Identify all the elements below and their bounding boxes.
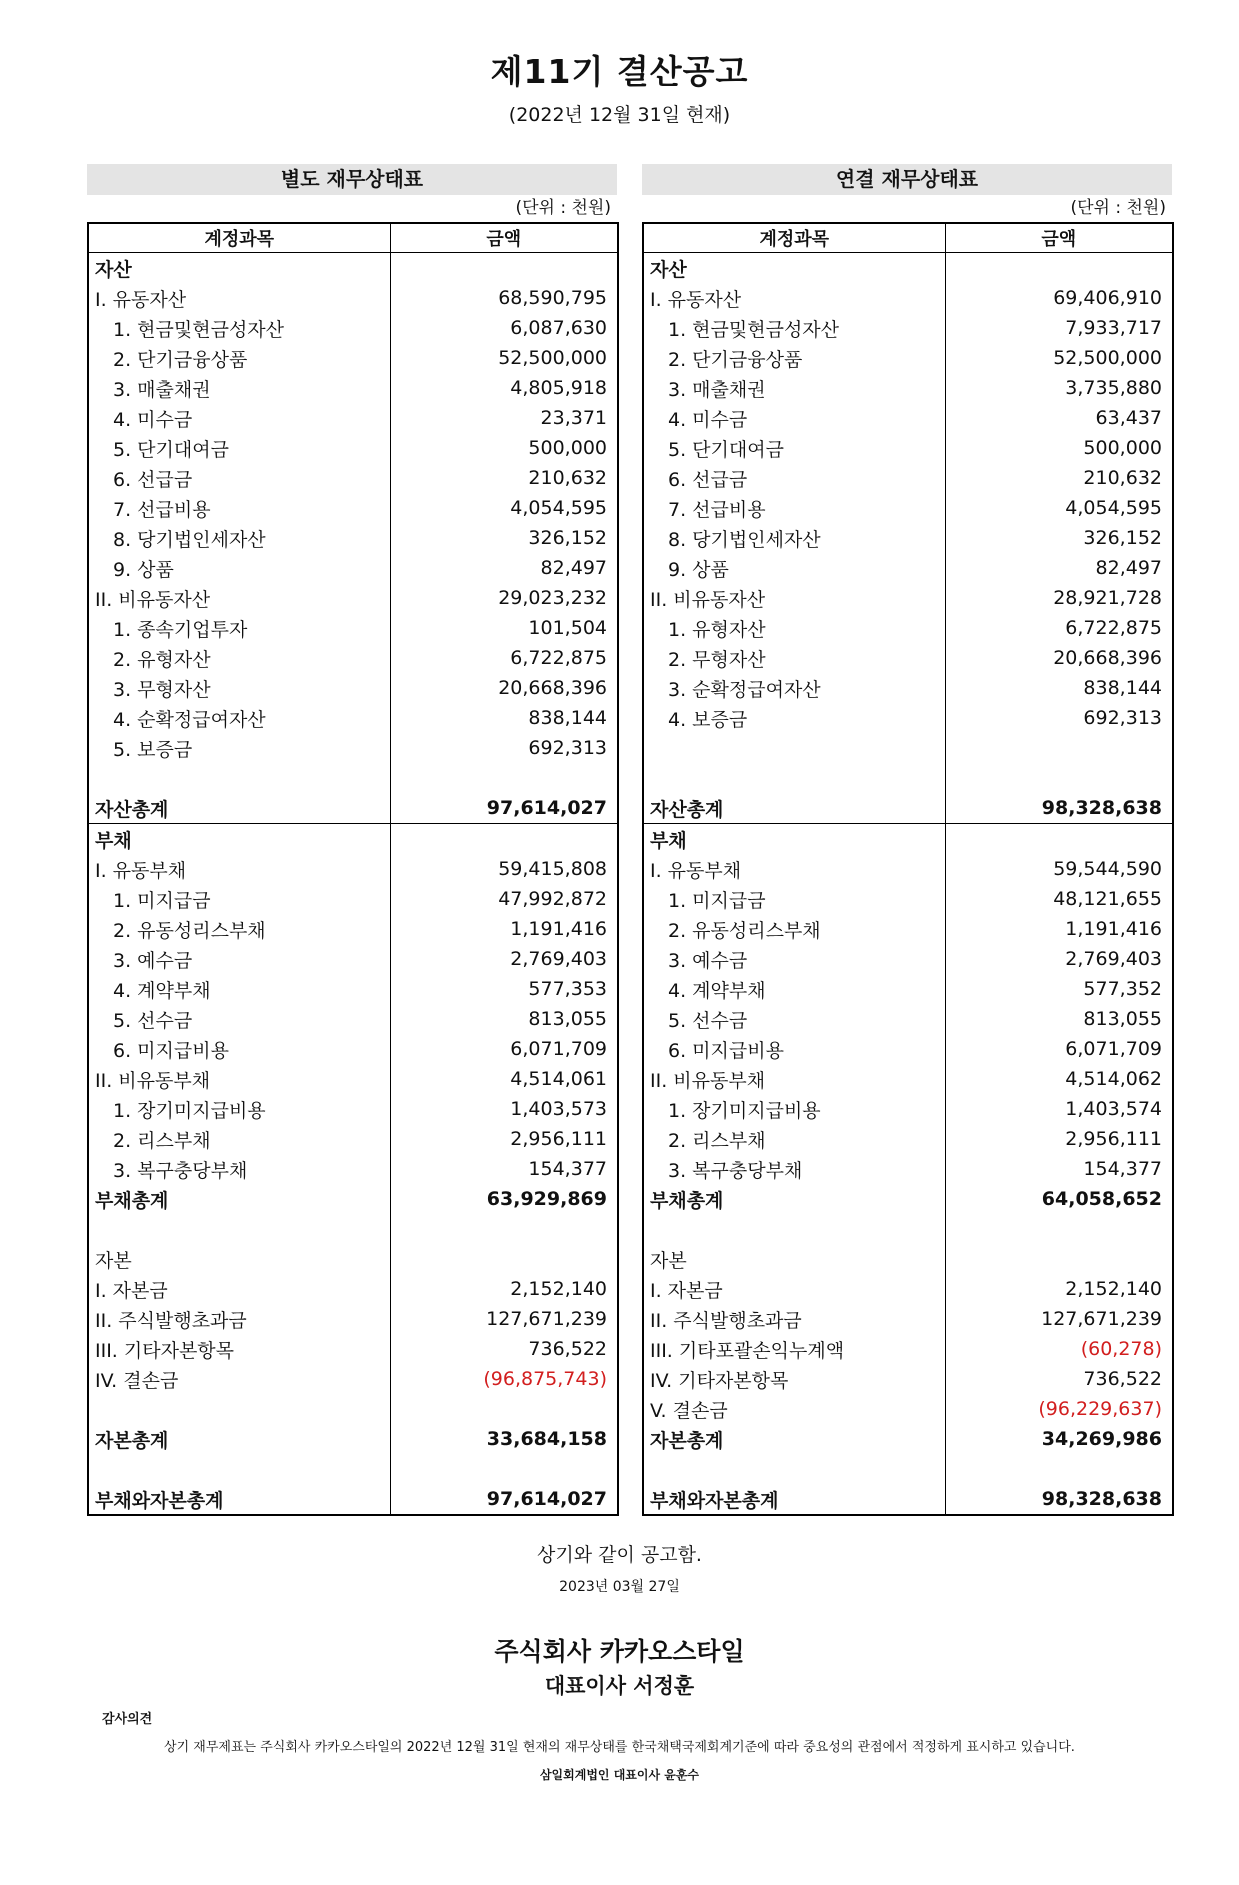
table-row [88,974,618,1004]
col-account-header: 계정과목 [88,223,390,253]
table-row [88,673,618,703]
col-amount-header: 금액 [390,223,618,253]
amount-value: 4,054,595 [390,493,618,523]
account-label: 2. 무형자산 [668,648,766,671]
consolidated-unit: (단위 : 천원) [1070,198,1166,218]
ceo-name: 대표이사 서정훈 [544,1674,695,1698]
account-label [643,1454,945,1484]
account-label: I. 유동부채 [650,859,742,882]
amount-value: 736,522 [945,1364,1173,1394]
table-row [643,914,1173,944]
table-row [88,1034,618,1064]
account-label: 2. 리스부채 [668,1129,766,1152]
table-row [88,1334,618,1364]
amount-value: (60,278) [945,1334,1173,1364]
amount-value: 838,144 [945,673,1173,703]
account-label: 4. 계약부채 [113,979,211,1002]
account-label: 8. 당기법인세자산 [668,528,821,551]
account-label: 6. 선급금 [113,468,193,491]
table-row [643,433,1173,463]
table-row [643,1244,1173,1274]
amount-value: (96,875,743) [390,1364,618,1394]
account-label: 6. 미지급비용 [113,1039,229,1062]
table-row [643,733,1173,763]
account-label: V. 결손금 [650,1399,728,1422]
amount-value [945,1244,1173,1274]
account-label [88,1394,390,1424]
table-row [643,553,1173,583]
table-row [88,1364,618,1394]
account-label: 5. 선수금 [668,1009,748,1032]
account-label: 5. 단기대여금 [668,438,784,461]
account-label [643,763,945,793]
table-row [88,1304,618,1334]
account-label [643,1214,945,1244]
account-label: 3. 매출채권 [668,378,766,401]
account-label: 6. 선급금 [668,468,748,491]
table-row [88,553,618,583]
account-label: 1. 미지급금 [668,889,766,912]
amount-value [390,1394,618,1424]
amount-value: 52,500,000 [390,343,618,373]
amount-value: 813,055 [390,1004,618,1034]
amount-value: 6,087,630 [390,313,618,343]
account-label: 부채와자본총계 [650,1489,779,1512]
separate-table-body [88,253,618,1516]
account-label [88,1454,390,1484]
table-row [88,373,618,403]
amount-value [390,763,618,793]
amount-value: 154,377 [390,1154,618,1184]
amount-value [390,824,618,855]
amount-value: 6,071,709 [945,1034,1173,1064]
account-label: 5. 보증금 [113,738,193,761]
table-row [643,313,1173,343]
amount-value: 838,144 [390,703,618,733]
amount-value: 154,377 [945,1154,1173,1184]
amount-value: 20,668,396 [390,673,618,703]
amount-value [390,1244,618,1274]
table-row [643,493,1173,523]
amount-value: 500,000 [390,433,618,463]
table-row [88,433,618,463]
amount-value: 127,671,239 [945,1304,1173,1334]
amount-value: 326,152 [390,523,618,553]
account-label [88,1214,390,1244]
amount-value: 7,933,717 [945,313,1173,343]
amount-value: 210,632 [945,463,1173,493]
table-row [88,733,618,763]
amount-value: 4,805,918 [390,373,618,403]
account-label [643,733,945,763]
account-label: 1. 유형자산 [668,618,766,641]
table-row [88,1094,618,1124]
amount-value: 98,328,638 [945,793,1173,824]
amount-value: 2,956,111 [945,1124,1173,1154]
account-label: 5. 단기대여금 [113,438,229,461]
account-label: 1. 종속기업투자 [113,618,248,641]
amount-value: 4,054,595 [945,493,1173,523]
account-label: III. 기타포괄손익누계액 [650,1339,845,1362]
table-row [88,1064,618,1094]
notice-date: 2023년 03월 27일 [559,1579,680,1595]
account-label: 9. 상품 [113,558,174,581]
table-row [643,643,1173,673]
account-label: 2. 유형자산 [113,648,211,671]
account-label: 8. 당기법인세자산 [113,528,266,551]
account-label: 4. 미수금 [668,408,748,431]
amount-value: 98,328,638 [945,1484,1173,1515]
amount-value: 52,500,000 [945,343,1173,373]
table-row [88,253,618,284]
table-row [88,944,618,974]
amount-value: 1,191,416 [390,914,618,944]
separate-unit: (단위 : 천원) [515,198,611,218]
account-label: 1. 장기미지급비용 [113,1099,266,1122]
table-row [88,283,618,313]
account-label [88,763,390,793]
amount-value: 2,769,403 [945,944,1173,974]
amount-value: 500,000 [945,433,1173,463]
account-label: I. 자본금 [95,1279,168,1302]
separate-table [87,222,619,1516]
amount-value: 2,769,403 [390,944,618,974]
table-row [643,523,1173,553]
account-label: II. 비유동자산 [95,588,211,611]
col-amount-header: 금액 [945,223,1173,253]
table-row [643,1094,1173,1124]
table-row [643,884,1173,914]
account-label: 9. 상품 [668,558,729,581]
amount-value: 97,614,027 [390,1484,618,1515]
table-row [88,1184,618,1214]
amount-value: 28,921,728 [945,583,1173,613]
table-row [88,854,618,884]
amount-value: 34,269,986 [945,1424,1173,1454]
amount-value: 577,352 [945,974,1173,1004]
account-label: I. 유동자산 [650,288,742,311]
account-label: 3. 복구충당부채 [113,1159,248,1182]
account-label: 7. 선급비용 [113,498,211,521]
table-row [643,1304,1173,1334]
table-row [643,824,1173,855]
account-label: 1. 미지급금 [113,889,211,912]
table-row [643,1124,1173,1154]
account-label: 부채총계 [650,1189,724,1212]
account-label: 부채와자본총계 [95,1489,224,1512]
account-label: 7. 선급비용 [668,498,766,521]
table-row [643,944,1173,974]
account-label: 자산 [95,258,132,281]
table-row [88,643,618,673]
table-row [643,403,1173,433]
account-label: II. 주식발행초과금 [95,1309,247,1332]
table-row [643,1034,1173,1064]
account-label: 4. 미수금 [113,408,193,431]
account-label: 부채 [643,824,945,855]
consolidated-title: 연결 재무상태표 [642,164,1172,195]
account-label: II. 주식발행초과금 [650,1309,802,1332]
table-row [88,583,618,613]
table-row [643,854,1173,884]
table-row [643,1154,1173,1184]
table-row [88,1124,618,1154]
account-label: 1. 현금및현금성자산 [113,318,284,341]
account-label: 부채 [88,824,390,855]
amount-value: 48,121,655 [945,884,1173,914]
table-row [643,974,1173,1004]
amount-value: 2,152,140 [945,1274,1173,1304]
account-label: 3. 무형자산 [113,678,211,701]
amount-value: 736,522 [390,1334,618,1364]
amount-value: 59,544,590 [945,854,1173,884]
amount-value: 59,415,808 [390,854,618,884]
amount-value: 33,684,158 [390,1424,618,1454]
amount-value: 20,668,396 [945,643,1173,673]
table-row [88,703,618,733]
amount-value: 2,152,140 [390,1274,618,1304]
account-label: I. 유동부채 [95,859,187,882]
amount-value: 692,313 [390,733,618,763]
amount-value [390,1214,618,1244]
account-label: 3. 예수금 [668,949,748,972]
audit-opinion-text: 상기 재무제표는 주식회사 카카오스타일의 2022년 12월 31일 현재의 재무상태를 한국채택국제회계기준에 따라 중요성의 관점에서 적정하게 표시하고 있습니다. [164,1740,1075,1755]
account-label: 자본 [650,1249,687,1272]
table-row [643,1394,1173,1424]
amount-value: 3,735,880 [945,373,1173,403]
table-row [643,1364,1173,1394]
table-row [88,463,618,493]
consolidated-table [642,222,1174,1516]
amount-value [945,1214,1173,1244]
account-label: 4. 보증금 [668,708,748,731]
table-row [643,1334,1173,1364]
table-row [643,283,1173,313]
account-label: 3. 예수금 [113,949,193,972]
table-row [88,523,618,553]
table-row [643,1004,1173,1034]
page-subtitle: (2022년 12월 31일 현재) [508,104,731,126]
separate-title: 별도 재무상태표 [87,164,617,195]
amount-value [390,253,618,284]
table-row [643,1454,1173,1484]
table-row [643,1064,1173,1094]
account-label: II. 비유동자산 [650,588,766,611]
amount-value [945,1454,1173,1484]
amount-value: 6,722,875 [945,613,1173,643]
account-label: 4. 계약부채 [668,979,766,1002]
table-row [643,673,1173,703]
table-row [88,613,618,643]
amount-value: 64,058,652 [945,1184,1173,1214]
col-account-header: 계정과목 [643,223,945,253]
table-row [88,313,618,343]
table-row [88,1394,618,1424]
table-row [643,1484,1173,1515]
consolidated-balance-sheet [642,164,1172,1516]
account-label: 2. 단기금융상품 [668,348,803,371]
amount-value: 82,497 [390,553,618,583]
closing-statement: 상기와 같이 공고함. [537,1544,702,1566]
account-label: 자본총계 [650,1429,724,1452]
amount-value [390,1454,618,1484]
table-row [643,763,1173,793]
consolidated-table-body [643,253,1173,1516]
amount-value [945,733,1173,763]
account-label: 2. 단기금융상품 [113,348,248,371]
audit-opinion-title: 감사의견 [102,1712,153,1727]
account-label: 3. 순확정급여자산 [668,678,821,701]
table-row [643,613,1173,643]
amount-value: (96,229,637) [945,1394,1173,1424]
amount-value: 6,071,709 [390,1034,618,1064]
account-label: II. 비유동부채 [650,1069,766,1092]
table-row [88,1484,618,1515]
table-row [643,1214,1173,1244]
table-row [643,373,1173,403]
amount-value [945,824,1173,855]
table-row [88,403,618,433]
amount-value [945,253,1173,284]
table-row [643,583,1173,613]
account-label: 자산총계 [95,798,169,821]
amount-value: 63,437 [945,403,1173,433]
amount-value: 23,371 [390,403,618,433]
account-label: IV. 결손금 [95,1369,179,1392]
table-row [643,1274,1173,1304]
amount-value: 813,055 [945,1004,1173,1034]
table-row [643,1424,1173,1454]
account-label: 2. 리스부채 [113,1129,211,1152]
table-row [88,1454,618,1484]
amount-value: 692,313 [945,703,1173,733]
amount-value: 577,353 [390,974,618,1004]
amount-value: 68,590,795 [390,283,618,313]
table-row [88,884,618,914]
amount-value: 97,614,027 [390,793,618,824]
amount-value: 326,152 [945,523,1173,553]
account-label: 5. 선수금 [113,1009,193,1032]
account-label: I. 유동자산 [95,288,187,311]
table-row [88,914,618,944]
amount-value: 82,497 [945,553,1173,583]
account-label: 1. 현금및현금성자산 [668,318,839,341]
account-label: 자본 [95,1249,132,1272]
table-row [643,1184,1173,1214]
account-label: 3. 매출채권 [113,378,211,401]
amount-value: 1,191,416 [945,914,1173,944]
table-row [88,493,618,523]
company-name: 주식회사 카카오스타일 [494,1637,745,1666]
account-label: 2. 유동성리스부채 [668,919,821,942]
table-row [88,1004,618,1034]
table-row [88,1154,618,1184]
account-label: 4. 순확정급여자산 [113,708,266,731]
account-label: 3. 복구충당부채 [668,1159,803,1182]
table-row [643,343,1173,373]
table-row [643,703,1173,733]
table-row [88,1424,618,1454]
table-row [88,1274,618,1304]
account-label: I. 자본금 [650,1279,723,1302]
amount-value: 69,406,910 [945,283,1173,313]
table-row [88,824,618,855]
account-label: IV. 기타자본항목 [650,1369,789,1392]
account-label: 6. 미지급비용 [668,1039,784,1062]
amount-value [945,763,1173,793]
table-row [643,463,1173,493]
table-row [88,1214,618,1244]
amount-value: 63,929,869 [390,1184,618,1214]
amount-value: 47,992,872 [390,884,618,914]
table-row [643,793,1173,824]
amount-value: 1,403,573 [390,1094,618,1124]
auditor-name: 삼일회계법인 대표이사 윤훈수 [539,1768,700,1782]
account-label: 1. 장기미지급비용 [668,1099,821,1122]
amount-value: 4,514,062 [945,1064,1173,1094]
amount-value: 101,504 [390,613,618,643]
table-row [88,343,618,373]
amount-value: 2,956,111 [390,1124,618,1154]
amount-value: 127,671,239 [390,1304,618,1334]
account-label: 2. 유동성리스부채 [113,919,266,942]
amount-value: 210,632 [390,463,618,493]
table-row [88,793,618,824]
page-title: 제11기 결산공고 [490,52,749,91]
table-row [88,763,618,793]
account-label: 자본총계 [95,1429,169,1452]
amount-value: 4,514,061 [390,1064,618,1094]
account-label: 자산총계 [650,798,724,821]
table-row [88,1244,618,1274]
amount-value: 1,403,574 [945,1094,1173,1124]
separate-balance-sheet [87,164,617,1516]
account-label: III. 기타자본항목 [95,1339,235,1362]
account-label: II. 비유동부채 [95,1069,211,1092]
amount-value: 6,722,875 [390,643,618,673]
account-label: 부채총계 [95,1189,169,1212]
table-row [643,253,1173,284]
amount-value: 29,023,232 [390,583,618,613]
account-label: 자산 [650,258,687,281]
